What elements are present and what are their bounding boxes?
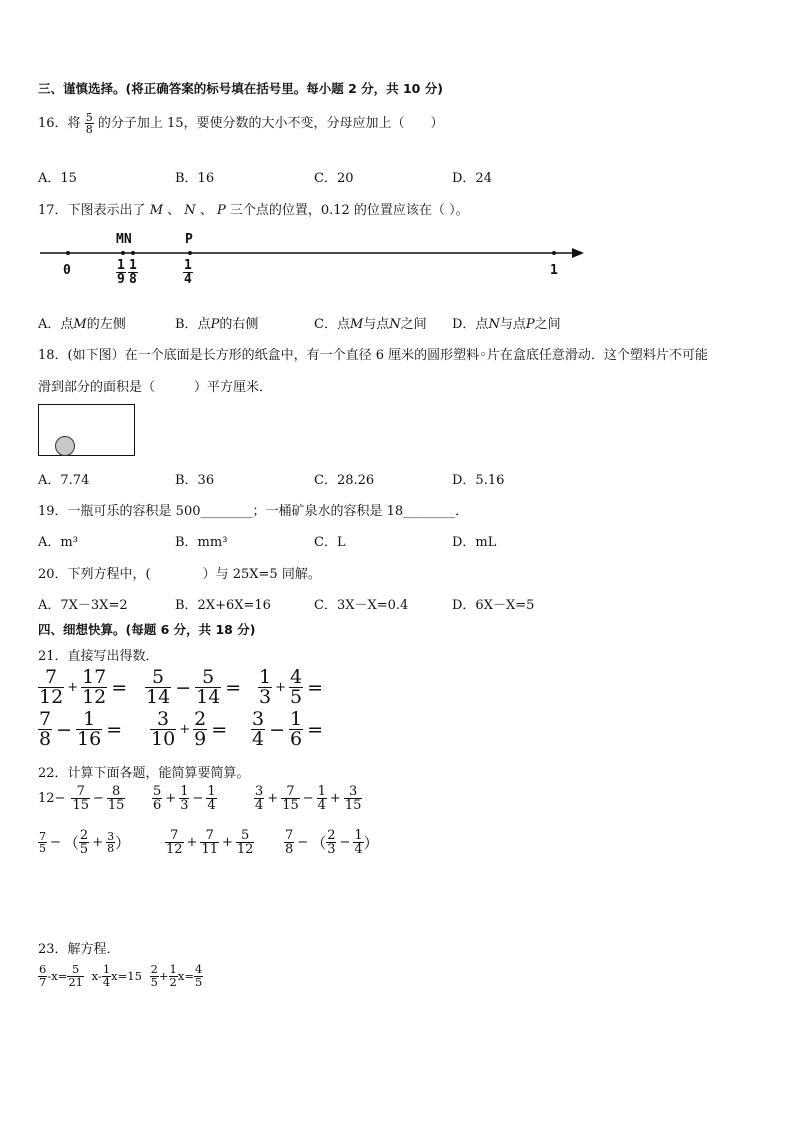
q16-option-d[interactable]: D．24: [452, 171, 492, 186]
q22-e6-fraction-2: [326, 829, 336, 856]
numerator: 2: [327, 828, 336, 843]
numerator: 7: [45, 666, 58, 688]
numerator: 3: [348, 784, 358, 799]
point-n: [131, 251, 135, 255]
label-mn: MN: [116, 232, 132, 247]
q22-e3-operator-1: +: [267, 791, 279, 806]
label-p-denominator: 4: [184, 272, 192, 287]
q17-prefix: 17．下图表示出了: [38, 203, 146, 218]
q23-eq3-fraction-3: [194, 964, 203, 988]
q18-line-1-text: 18．(如下图）在一个底面是长方形的纸盒中，有一个直径 6 厘米的圆形塑料: [38, 348, 480, 363]
denominator: 14: [196, 686, 221, 708]
q22-e3-operator-2: −: [302, 791, 314, 806]
q17-option-c-var: M: [349, 317, 364, 332]
q17-option-d-var2: P: [525, 317, 535, 332]
q22-expr-4: [38, 829, 130, 856]
question-18-line-1: [38, 344, 708, 363]
q22-e2-fraction-2: [179, 785, 189, 812]
denominator: 5: [194, 974, 203, 989]
q22-e5-fraction-2: [200, 829, 219, 856]
q22-expr-6: [284, 829, 379, 856]
denominator: 4: [252, 728, 265, 750]
numerator: 7: [39, 708, 52, 730]
q18-rectangle: [39, 405, 135, 456]
q22-e2-operator-1: +: [165, 791, 177, 806]
numerator: 8: [112, 784, 121, 799]
denominator: 15: [282, 798, 299, 813]
q22-e5-operator-1: +: [186, 835, 198, 850]
numerator: 5: [241, 828, 250, 843]
numerator: 5: [72, 962, 80, 976]
q22-e1-operator: −: [92, 791, 104, 806]
q21-e2-equals: =: [225, 676, 242, 699]
numerator: 5: [153, 784, 162, 799]
denominator: 2: [169, 974, 177, 989]
q18-circle-disc: [56, 437, 75, 456]
q20-option-a[interactable]: A．7X－3X=2: [38, 598, 128, 613]
q20-option-b[interactable]: B．2X+6X=16: [175, 598, 271, 613]
label-p-fraction: [183, 259, 193, 286]
q21-e6-equals: =: [307, 718, 324, 741]
q22-e6-right-paren: ）: [363, 834, 379, 852]
q22-e2-operator-2: −: [192, 791, 204, 806]
q21-expr-5: [150, 710, 231, 749]
denominator: 14: [146, 686, 171, 708]
numerator: 1: [180, 784, 189, 799]
label-n-numerator: 1: [129, 258, 137, 273]
q22-e1-lead: 12−: [38, 791, 66, 806]
point-m: [121, 251, 125, 255]
q21-e4-equals: =: [106, 718, 123, 741]
denominator: 21: [68, 974, 83, 989]
denominator: 12: [166, 842, 183, 857]
denominator: 8: [39, 728, 52, 750]
denominator: 3: [327, 842, 336, 857]
numerator: 7: [76, 784, 85, 799]
q17-option-b-var: P: [210, 317, 220, 332]
q17-var-m: M: [149, 203, 163, 218]
denominator: 11: [201, 842, 218, 857]
q16-option-c[interactable]: C．20: [314, 171, 354, 186]
q22-e6-fraction-1: [284, 829, 294, 856]
q17-option-b-pre: B．点: [175, 317, 211, 332]
q17-var-p: P: [216, 203, 226, 218]
question-22-title: 22．计算下面各题，能简算要简算。: [38, 766, 250, 781]
q21-e6-operator: −: [269, 718, 286, 741]
q21-expr-1: [38, 668, 131, 707]
denominator: 12: [82, 686, 107, 708]
numerator: 1: [354, 828, 363, 843]
denominator: 5: [150, 974, 158, 989]
q16-prefix: 16．将: [38, 116, 81, 131]
q22-expr-1: [38, 785, 125, 812]
q17-option-c-mid: 与点: [363, 317, 390, 332]
q23-eq3-operator: +: [158, 969, 169, 983]
q17-option-c-post: 之间: [400, 317, 427, 332]
q21-e1-operator: +: [67, 680, 79, 695]
numerator: 4: [194, 962, 203, 976]
numerator: 1: [207, 784, 216, 799]
numerator: 1: [317, 784, 326, 799]
denominator: 9: [194, 728, 207, 750]
q21-e2-operator: −: [175, 676, 192, 699]
numerator: 2: [194, 708, 207, 730]
numerator: 7: [205, 828, 214, 843]
q22-e6-operator: −: [297, 835, 309, 850]
numerator: 3: [157, 708, 170, 730]
q17-option-c-var2: N: [389, 317, 401, 332]
numerator: 5: [202, 666, 215, 688]
q18-mark: ◦: [479, 348, 487, 363]
question-23-title: 23．解方程．: [38, 942, 120, 957]
q22-e6-left-paren: （: [311, 834, 327, 852]
question-19: 19．一瓶可乐的容积是 500________；一桶矿泉水的容积是 18________．: [38, 504, 469, 519]
numerator: 7: [286, 784, 295, 799]
q21-e6-fraction-b: [289, 710, 303, 749]
q21-e4-operator: −: [56, 718, 73, 741]
denominator: 12: [39, 686, 64, 708]
q22-e2-fraction-1: [152, 785, 162, 812]
numerator: 7: [170, 828, 179, 843]
q17-option-d-mid: 与点: [499, 317, 526, 332]
q22-e1-fraction-2: [107, 785, 126, 812]
denominator: 16: [77, 728, 102, 750]
q23-eq3-fraction-2: [169, 964, 178, 988]
q17-option-b-post: 的右侧: [219, 317, 259, 332]
q17-option-a-var: M: [73, 317, 87, 332]
q22-e3-fraction-4: [344, 785, 363, 812]
denominator: 15: [72, 798, 89, 813]
numerator: 5: [152, 666, 165, 688]
q21-e1-fraction-a: [38, 668, 64, 707]
denominator: 15: [107, 798, 125, 813]
q21-e1-fraction-b: [81, 668, 107, 707]
point-p: [188, 251, 192, 255]
denominator: 4: [317, 798, 326, 813]
q16-fraction-denominator: 8: [85, 123, 93, 136]
denominator: 5: [290, 686, 303, 708]
q22-e6-operator-2: −: [339, 835, 351, 850]
q22-e4-operator-2: +: [92, 835, 104, 850]
q21-expr-4: [38, 710, 126, 749]
q21-e2-fraction-a: [145, 668, 171, 707]
q19-option-d[interactable]: D．mL: [452, 535, 497, 550]
q21-e1-equals: =: [111, 676, 128, 699]
numerator: 1: [102, 962, 111, 976]
q23-eq3-mid: x=: [177, 969, 194, 983]
denominator: 10: [151, 728, 176, 750]
q17-option-a[interactable]: [38, 313, 126, 332]
denominator: 6: [153, 798, 162, 813]
numerator: 1: [259, 666, 272, 688]
denominator: 8: [107, 842, 115, 855]
q18-line-1-tail: 片在盒底任意滑动．这个塑料片不可能: [486, 348, 708, 363]
denominator: 5: [39, 842, 46, 855]
question-20: 20．下列方程中，( ）与 25X=5 同解。: [38, 567, 321, 582]
q23-eq2-fraction: [102, 964, 111, 988]
q23-eq2-tail: x=15: [111, 969, 142, 983]
q22-e4-fraction-3: [106, 831, 115, 854]
q23-eq2-lead: x-: [91, 969, 102, 983]
q17-option-a-post: 的左侧: [86, 317, 126, 332]
q22-expr-5: [165, 829, 254, 856]
q19-option-c[interactable]: C．L: [314, 535, 346, 550]
q21-e3-fraction-b: [289, 668, 303, 707]
label-p: P: [185, 232, 193, 247]
q21-e3-fraction-a: [258, 668, 272, 707]
question-16: [38, 112, 444, 135]
number-line-arrow: [572, 248, 584, 258]
denominator: 12: [236, 842, 254, 857]
q21-expr-2: [145, 668, 245, 707]
numerator: 6: [39, 962, 47, 976]
q17-option-d-post: 之间: [534, 317, 561, 332]
q18-option-c[interactable]: C．28.26: [314, 473, 375, 488]
q21-e5-operator: +: [179, 722, 191, 737]
q17-option-d[interactable]: [452, 313, 561, 332]
label-p-numerator: 1: [184, 258, 192, 273]
q22-e3-fraction-3: [317, 785, 327, 812]
question-17: [38, 199, 469, 218]
numerator: 1: [83, 708, 96, 730]
q22-e2-fraction-3: [206, 785, 216, 812]
denominator: 3: [259, 686, 272, 708]
q23-equations: [38, 964, 203, 988]
numerator: 3: [255, 784, 264, 799]
q17-sep-2: 、: [199, 203, 213, 218]
label-zero: 0: [63, 263, 71, 278]
q17-option-d-var: N: [488, 317, 500, 332]
denominator: 3: [180, 798, 189, 813]
q22-e4-right-paren: ）: [115, 834, 131, 852]
question-21-title: 21．直接写出得数．: [38, 649, 159, 664]
q22-e4-operator: −: [50, 835, 61, 850]
q22-e4-fraction-1: [38, 831, 47, 854]
q18-option-a[interactable]: A．7.74: [38, 473, 90, 488]
point-zero: [66, 251, 70, 255]
q19-option-a[interactable]: A．m³: [38, 535, 78, 550]
q21-e5-fraction-b: [193, 710, 207, 749]
q22-e5-fraction-3: [236, 829, 255, 856]
q18-option-b[interactable]: B．36: [175, 473, 215, 488]
q16-option-b[interactable]: B．16: [175, 171, 215, 186]
section-3-title: 三、谨慎选择。(将正确答案的标号填在括号里。每小题 2 分，共 10 分): [38, 81, 443, 96]
denominator: 4: [207, 798, 216, 813]
q22-expr-3: [254, 785, 362, 812]
q16-option-a[interactable]: A．15: [38, 171, 77, 186]
q21-e5-equals: =: [211, 718, 228, 741]
numerator: 7: [285, 828, 294, 843]
numerator: 1: [290, 708, 303, 730]
q22-e4-fraction-2: [79, 829, 89, 856]
q23-eq1-fraction-1: [38, 964, 47, 988]
q17-option-d-pre: D．点: [452, 317, 489, 332]
q21-e4-fraction-a: [38, 710, 52, 749]
q17-option-a-pre: A．点: [38, 317, 74, 332]
denominator: 7: [39, 974, 47, 989]
q17-sep-1: 、: [167, 203, 181, 218]
q22-e6-fraction-3: [353, 829, 363, 856]
q16-fraction: [85, 112, 94, 135]
denominator: 4: [354, 842, 363, 857]
q23-eq3-fraction-1: [150, 964, 159, 988]
q17-option-b[interactable]: [175, 313, 258, 332]
q22-e4-left-paren: （: [63, 834, 79, 852]
q21-e3-operator: +: [275, 680, 286, 695]
numerator: 7: [39, 830, 46, 843]
numerator: 3: [252, 708, 265, 730]
q16-text: 的分子加上 15，要使分数的大小不变，分母应加上（ ）: [97, 116, 444, 131]
numerator: 3: [107, 830, 115, 843]
denominator: 4: [255, 798, 264, 813]
q20-option-d[interactable]: D．6X－X=5: [452, 598, 535, 613]
point-one: [552, 251, 556, 255]
label-m-denominator: 9: [117, 272, 125, 287]
q22-e3-fraction-1: [254, 785, 264, 812]
denominator: 8: [285, 842, 294, 857]
q21-e4-fraction-b: [76, 710, 102, 749]
denominator: 4: [102, 974, 111, 989]
q22-e5-operator-2: +: [222, 835, 233, 850]
q20-option-c[interactable]: C．3X－X=0.4: [314, 598, 409, 613]
q16-fraction-numerator: 5: [85, 111, 93, 124]
numerator: 2: [79, 828, 89, 843]
q18-option-d[interactable]: D．5.16: [452, 473, 505, 488]
section-4-title: 四、细想快算。(每题 6 分，共 18 分): [38, 622, 256, 637]
q21-e2-fraction-b: [195, 668, 221, 707]
q21-expr-6: [251, 710, 327, 749]
q23-eq1-fraction-2: [67, 964, 84, 988]
q19-option-b[interactable]: B．mm³: [175, 535, 228, 550]
label-m-numerator: 1: [117, 258, 125, 273]
q21-e5-fraction-a: [150, 710, 176, 749]
q17-option-c-pre: C．点: [314, 317, 350, 332]
q21-expr-3: [258, 668, 327, 707]
q22-e5-fraction-1: [165, 829, 184, 856]
question-18-line-2: 滑到部分的面积是（ ）平方厘米．: [38, 380, 273, 395]
q22-e3-operator-3: +: [329, 791, 341, 806]
q21-e3-equals: =: [307, 676, 324, 699]
label-n-fraction: [128, 259, 138, 286]
numerator: 1: [169, 962, 177, 976]
q22-e3-fraction-2: [281, 785, 300, 812]
numerator: 4: [290, 666, 303, 688]
numerator: 17: [82, 666, 107, 688]
q17-var-n: N: [184, 203, 196, 218]
q18-box-figure: [38, 404, 136, 457]
denominator: 6: [290, 728, 303, 750]
q21-e6-fraction-a: [251, 710, 265, 749]
q23-eq1-mid: -x=: [47, 969, 68, 983]
q17-option-c[interactable]: [314, 313, 427, 332]
q22-e1-fraction-1: [71, 785, 90, 812]
label-m-fraction: [116, 259, 126, 286]
label-one: 1: [550, 263, 558, 278]
denominator: 15: [344, 798, 362, 813]
numerator: 2: [150, 962, 158, 976]
label-n-denominator: 8: [129, 272, 137, 287]
q22-expr-2: [152, 785, 217, 812]
denominator: 5: [79, 842, 89, 857]
q17-suffix: 三个点的位置，0.12 的位置应该在（ ）。: [229, 203, 469, 218]
